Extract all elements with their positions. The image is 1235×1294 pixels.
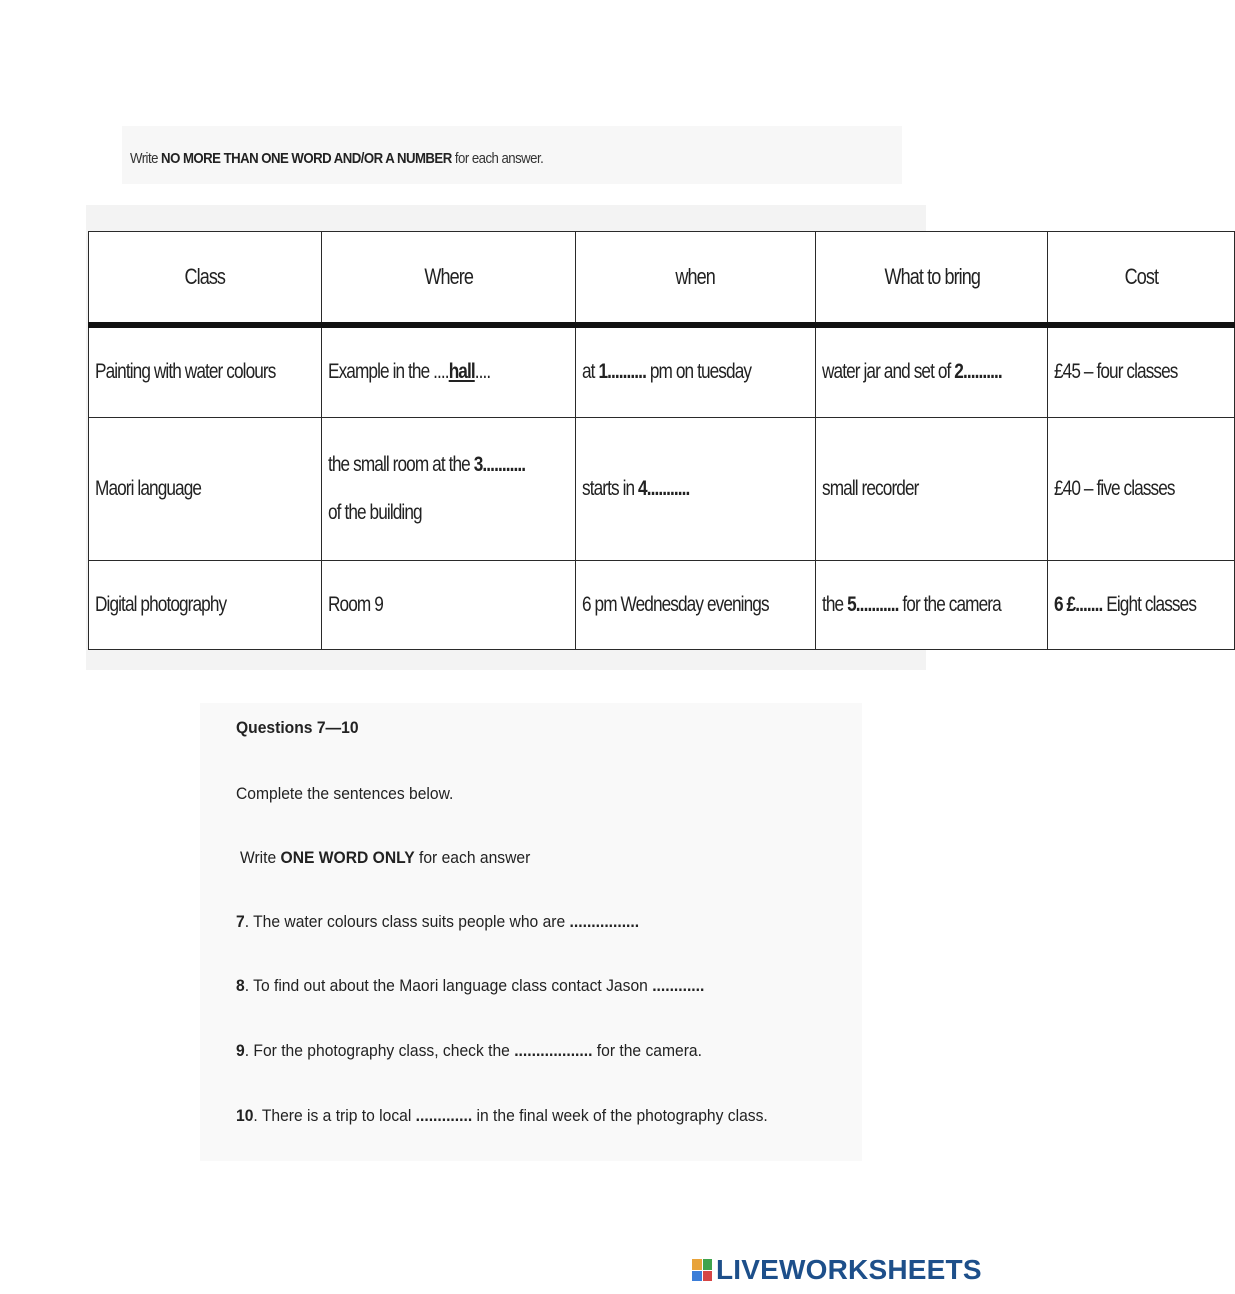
answer-blank-2[interactable]: 2.......... xyxy=(954,360,1002,384)
answer-blank-3[interactable]: 3........... xyxy=(473,452,526,476)
cell-when: at 1.......... pm on tuesday xyxy=(575,325,816,417)
cell-what-to-bring: small recorder xyxy=(816,417,1048,560)
cell-cost: £40 – five classes xyxy=(1048,417,1234,560)
table-row xyxy=(89,560,1235,649)
answer-blank-10[interactable]: ............. xyxy=(415,1106,473,1125)
cell-when: starts in 4........... xyxy=(575,417,816,560)
cell-what-to-bring: water jar and set of 2.......... xyxy=(816,325,1048,417)
header-when: when xyxy=(575,232,816,326)
answer-blank-6[interactable]: 6 £....... xyxy=(1054,592,1103,616)
questions-instruction: Write ONE WORD ONLY for each answer xyxy=(240,848,531,867)
questions-panel xyxy=(200,703,862,1161)
cell-class: Painting with water colours xyxy=(89,325,322,417)
cell-where: the small room at the 3........... of the building xyxy=(322,417,575,560)
cell-class: Digital photography xyxy=(89,560,322,649)
header-class: Class xyxy=(89,232,322,326)
question-item: 9. For the photography class, check the .................. for the camera. xyxy=(236,1041,702,1060)
table-row xyxy=(89,325,1235,417)
cell-where: Example in the ....hall.... xyxy=(322,325,575,417)
answer-blank-5[interactable]: 5........... xyxy=(847,592,899,616)
classes-table xyxy=(88,231,1235,650)
cell-cost: 6 £....... Eight classes xyxy=(1048,560,1234,649)
example-answer: hall xyxy=(448,360,475,384)
cell-what-to-bring: the 5........... for the camera xyxy=(816,560,1048,649)
question-item: 7. The water colours class suits people who are ................ xyxy=(236,912,640,931)
answer-blank-9[interactable]: .................. xyxy=(514,1041,593,1060)
header-what-to-bring: What to bring xyxy=(816,232,1048,326)
answer-blank-8[interactable]: ............ xyxy=(652,976,705,995)
liveworksheets-brand xyxy=(692,1255,982,1285)
cell-cost: £45 – four classes xyxy=(1048,325,1234,417)
header-cost: Cost xyxy=(1048,232,1234,326)
brand-name: LIVEWORKSHEETS xyxy=(716,1254,982,1285)
cell-where: Room 9 xyxy=(322,560,575,649)
table-header-row xyxy=(89,232,1235,326)
answer-blank-1[interactable]: 1.......... xyxy=(597,360,646,384)
question-item: 10. There is a trip to local ............. in the final week of the photography class. xyxy=(236,1106,768,1125)
liveworksheets-logo-icon xyxy=(692,1259,712,1281)
question-item: 8. To find out about the Maori language class contact Jason ............ xyxy=(236,976,705,995)
answer-blank-4[interactable]: 4........... xyxy=(637,476,689,500)
cell-class: Maori language xyxy=(89,417,322,560)
table-row xyxy=(89,417,1235,560)
answer-blank-7[interactable]: ................ xyxy=(569,912,640,931)
header-where: Where xyxy=(322,232,575,326)
instruction-text: Write NO MORE THAN ONE WORD AND/OR A NUMBER for each answer. xyxy=(130,150,544,167)
cell-when: 6 pm Wednesday evenings xyxy=(575,560,816,649)
questions-title: Questions 7—10 xyxy=(236,718,359,737)
questions-intro: Complete the sentences below. xyxy=(236,784,454,803)
